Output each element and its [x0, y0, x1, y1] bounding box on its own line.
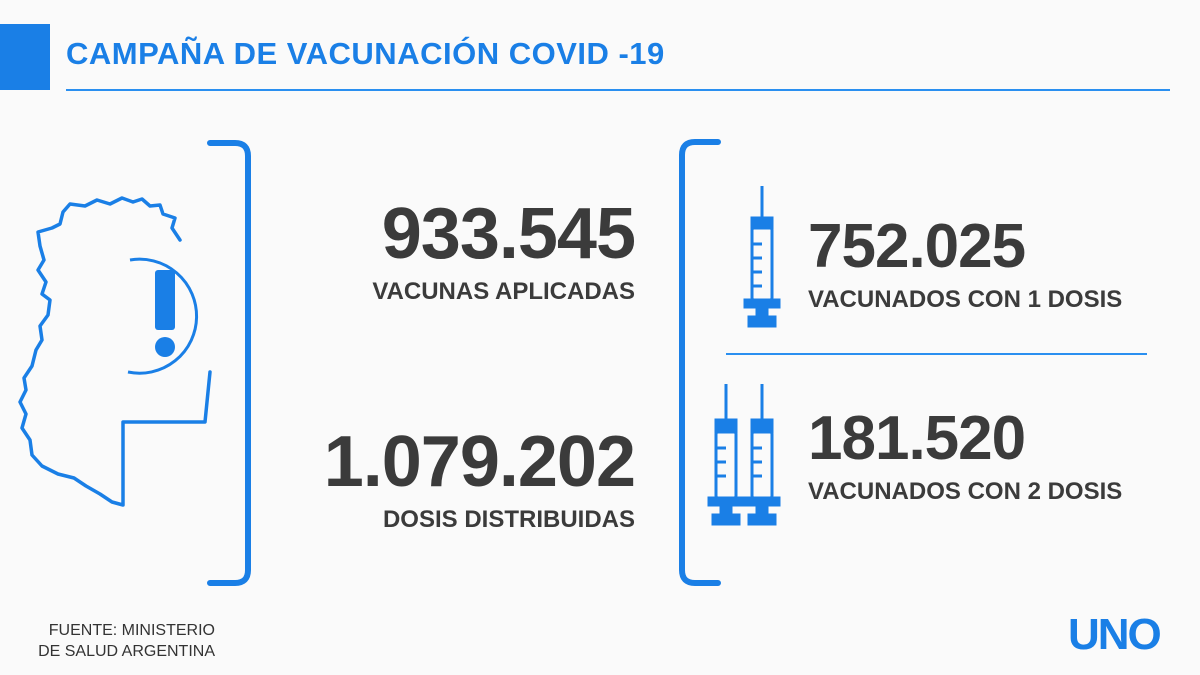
two-doses-value: 181.520 [808, 404, 1026, 473]
source-line-2: DE SALUD ARGENTINA [38, 643, 215, 660]
uno-logo: UNO [1068, 610, 1160, 659]
left-bracket [210, 143, 248, 583]
doses-distributed-value: 1.079.202 [323, 422, 635, 502]
syringe-icon [745, 186, 779, 326]
vaccines-applied-value: 933.545 [381, 194, 635, 274]
one-dose-label: VACUNADOS CON 1 DOSIS [808, 286, 1123, 313]
syringe-icon [709, 384, 743, 524]
province-map-icon [20, 198, 210, 505]
source-note [30, 620, 215, 662]
two-doses-label: VACUNADOS CON 2 DOSIS [808, 478, 1123, 505]
vaccines-applied-label: VACUNAS APLICADAS [372, 278, 635, 305]
source-line-1: FUENTE: MINISTERIO [48, 622, 215, 639]
exclamation-icon [128, 259, 197, 373]
page-title: CAMPAÑA DE VACUNACIÓN COVID -19 [66, 36, 665, 71]
syringe-icon [745, 384, 779, 524]
doses-distributed-label: DOSIS DISTRIBUIDAS [382, 506, 635, 533]
one-dose-value: 752.025 [808, 212, 1026, 281]
